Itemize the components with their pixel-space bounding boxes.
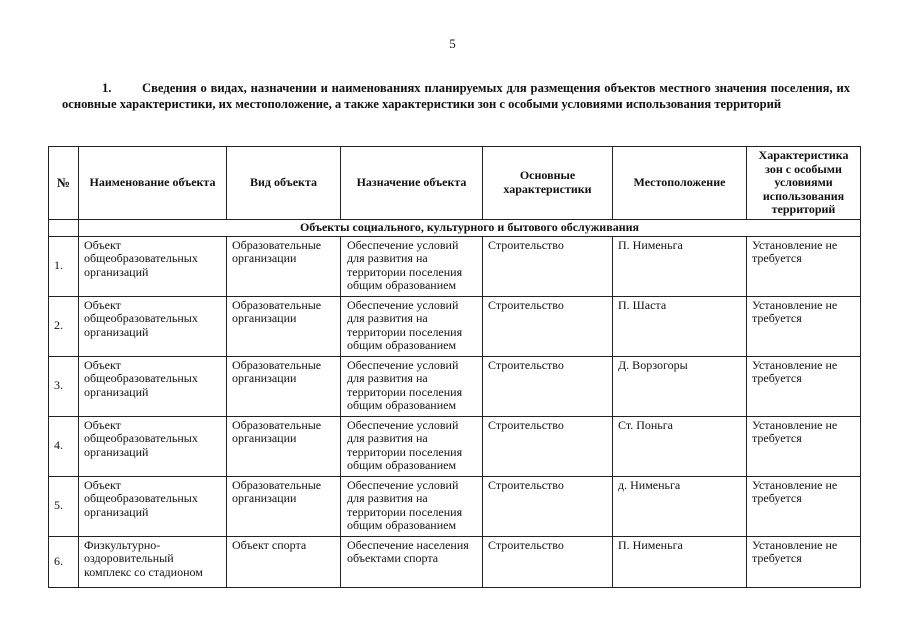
cell-type: Образовательные организации (227, 356, 341, 416)
cell-zones: Установление не требуется (747, 536, 861, 587)
cell-num: 4. (49, 416, 79, 476)
cell-zones: Установление не требуется (747, 356, 861, 416)
table-row (49, 356, 861, 416)
section-row (49, 220, 861, 237)
cell-location: Ст. Поньга (613, 416, 747, 476)
header-characteristics: Основные характеристики (483, 147, 613, 220)
cell-characteristics: Строительство (483, 236, 613, 296)
table-row (49, 536, 861, 587)
cell-type: Образовательные организации (227, 416, 341, 476)
cell-zones: Установление не требуется (747, 296, 861, 356)
cell-purpose: Обеспечение условий для развития на территории поселения общим образованием (341, 296, 483, 356)
heading-text: Сведения о видах, назначении и наименованиях планируемых для размещения объектов местного значения поселения, их основные характеристики, их местоположение, а также характеристики зон с особыми условиями использования территорий (62, 81, 850, 111)
header-zones: Характеристика зон с особыми условиями использования территорий (747, 147, 861, 220)
cell-type: Объект спорта (227, 536, 341, 587)
header-name: Наименование объекта (79, 147, 227, 220)
cell-name: Объект общеобразовательных организаций (79, 236, 227, 296)
header-type: Вид объекта (227, 147, 341, 220)
cell-name: Объект общеобразовательных организаций (79, 296, 227, 356)
cell-num: 5. (49, 476, 79, 536)
cell-name: Объект общеобразовательных организаций (79, 476, 227, 536)
cell-type: Образовательные организации (227, 476, 341, 536)
cell-type: Образовательные организации (227, 296, 341, 356)
cell-characteristics: Строительство (483, 356, 613, 416)
cell-purpose: Обеспечение условий для развития на территории поселения общим образованием (341, 236, 483, 296)
cell-num: 2. (49, 296, 79, 356)
cell-location: П. Нименьга (613, 236, 747, 296)
cell-name: Объект общеобразовательных организаций (79, 416, 227, 476)
table-row (49, 296, 861, 356)
section-empty-cell (49, 220, 79, 237)
cell-purpose: Обеспечение населения объектами спорта (341, 536, 483, 587)
page-number: 5 (449, 36, 456, 51)
cell-name: Физкультурно-оздоровительный комплекс со стадионом (79, 536, 227, 587)
cell-num: 3. (49, 356, 79, 416)
table-row (49, 416, 861, 476)
cell-num: 1. (49, 236, 79, 296)
cell-location: Д. Ворзогоры (613, 356, 747, 416)
header-num: № (49, 147, 79, 220)
cell-purpose: Обеспечение условий для развития на территории поселения общим образованием (341, 476, 483, 536)
section-title: Объекты социального, культурного и бытового обслуживания (79, 220, 861, 237)
header-purpose: Назначение объекта (341, 147, 483, 220)
cell-location: П. Нименьга (613, 536, 747, 587)
cell-num: 6. (49, 536, 79, 587)
section-heading (62, 81, 850, 112)
cell-zones: Установление не требуется (747, 416, 861, 476)
objects-table (48, 146, 861, 588)
table-row (49, 476, 861, 536)
cell-location: д. Нименьга (613, 476, 747, 536)
table-header-row (49, 147, 861, 220)
cell-characteristics: Строительство (483, 296, 613, 356)
cell-purpose: Обеспечение условий для развития на территории поселения общим образованием (341, 416, 483, 476)
cell-characteristics: Строительство (483, 476, 613, 536)
cell-zones: Установление не требуется (747, 236, 861, 296)
cell-name: Объект общеобразовательных организаций (79, 356, 227, 416)
cell-type: Образовательные организации (227, 236, 341, 296)
cell-purpose: Обеспечение условий для развития на территории поселения общим образованием (341, 356, 483, 416)
header-location: Местоположение (613, 147, 747, 220)
heading-number: 1. (102, 81, 112, 95)
table-row (49, 236, 861, 296)
cell-characteristics: Строительство (483, 416, 613, 476)
cell-zones: Установление не требуется (747, 476, 861, 536)
cell-characteristics: Строительство (483, 536, 613, 587)
cell-location: П. Шаста (613, 296, 747, 356)
